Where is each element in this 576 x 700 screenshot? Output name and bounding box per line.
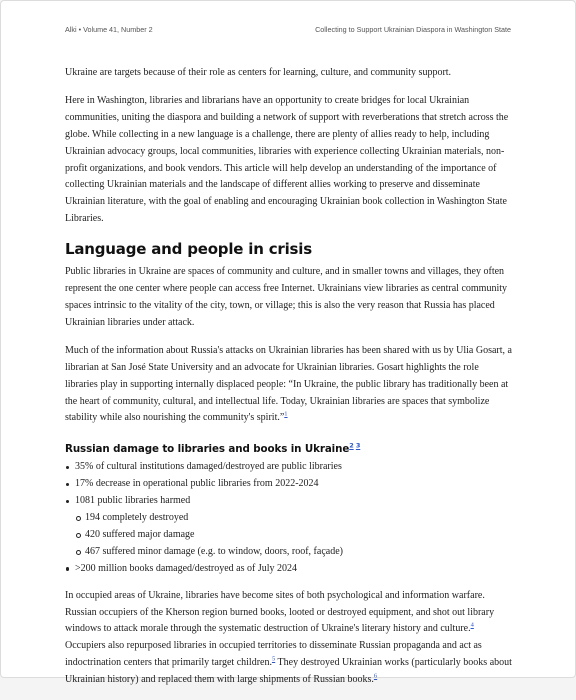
sub-list-item: 194 completely destroyed xyxy=(85,510,513,527)
running-header xyxy=(65,25,511,37)
paragraph-occupied-areas xyxy=(65,588,513,689)
footnote-link-2[interactable]: 2 xyxy=(349,441,354,450)
list-item xyxy=(75,493,513,561)
footnote-link-4[interactable]: 4 xyxy=(470,622,474,630)
sub-list-item: 420 suffered major damage xyxy=(85,527,513,544)
footnote-link-5[interactable]: 5 xyxy=(271,655,276,663)
paragraph-intro-end: Ukraine are targets because of their role as centers for learning, culture, and community support. xyxy=(65,67,452,78)
journal-issue-label: Alki • Volume 41, Number 2 xyxy=(65,25,153,34)
paragraph-washington: Here in Washington, libraries and librarians have an opportunity to create bridges for local Ukrainian communities, uniting the diaspora and building a network of support with reverberations that stretch across the globe. While collecting in a new language is a challenge, there are plenty of allies ready to help, including Ukrainian advocacy groups, local communities, libraries with experience collecting Ukrainian materials, non-profit organizations, and book vendors. This article will help develop an understanding of the importance of collecting Ukrainian materials and the landscape of different allies working to preserve and disseminate Ukrainian literature, with the goal of enabling and encouraging Ukrainian book collection in Washington State Libraries. xyxy=(65,94,509,225)
list-item: 35% of cultural institutions damaged/destroyed are public libraries xyxy=(75,459,513,476)
occupied-text-2: Occupiers also repurposed libraries in occupied territories to disseminate Russian propaganda and act as indoctrination centers that primarily target children. xyxy=(65,640,482,669)
paragraph-gosart xyxy=(65,343,513,428)
article-body xyxy=(65,65,513,700)
damage-list xyxy=(65,459,513,577)
damage-sublist xyxy=(75,510,513,561)
list-item: 17% decrease in operational public libraries from 2022-2024 xyxy=(75,476,513,493)
article-running-title: Collecting to Support Ukrainian Diaspora in Washington State xyxy=(315,25,511,34)
subheading-text: Russian damage to libraries and books in Ukraine xyxy=(65,443,350,456)
list-item-text: 1081 public libraries harmed xyxy=(75,495,191,507)
paragraph-public-libraries: Public libraries in Ukraine are spaces of community and culture, and in smaller towns and villages, they often represent the one center where people can access free Internet. Ukrainians view libraries as central community spaces intrinsic to the vitality of the city, town, or village; this is also the very reason that Russia has placed Ukrainian libraries under attack. xyxy=(65,266,508,328)
occupied-text-1: In occupied areas of Ukraine, libraries have become sites of both psychological and information warfare. Russian occupiers of the Kherson region burned books, looted or destroyed equipment, and shot out library windows to attack morale through the systematic destruction of Ukraine's literary history and culture. xyxy=(65,589,495,635)
footnote-link-1[interactable]: 1 xyxy=(284,411,288,419)
subheading-russian-damage xyxy=(65,441,513,457)
paragraph-gosart-text: Much of the information about Russia's attacks on Ukrainian libraries has been shared with us by Ulia Gosart, a librarian at San José State University and an advocate for Ukrainian libraries. Gosart highlights the role libraries play in supporting internally displaced people: “In Ukraine, the public library has traditionally been at the heart of community, cultural, and intellectual life. Today, Ukrainian libraries are spaces that symbolize stability while also nourishing the community's spirit.” xyxy=(65,344,512,424)
list-item: >200 million books damaged/destroyed as of July 2024 xyxy=(75,561,513,578)
footnote-link-3[interactable]: 3 xyxy=(355,441,361,450)
footnote-link-6[interactable]: 6 xyxy=(373,672,378,680)
sub-list-item: 467 suffered minor damage (e.g. to window, doors, roof, façade) xyxy=(85,544,513,561)
occupied-text-3: They destroyed Ukrainian works (particularly books about Ukrainian history) and replaced them with large shipments of Russian books. xyxy=(65,657,512,686)
section-heading-language: Language and people in crisis xyxy=(65,240,312,259)
